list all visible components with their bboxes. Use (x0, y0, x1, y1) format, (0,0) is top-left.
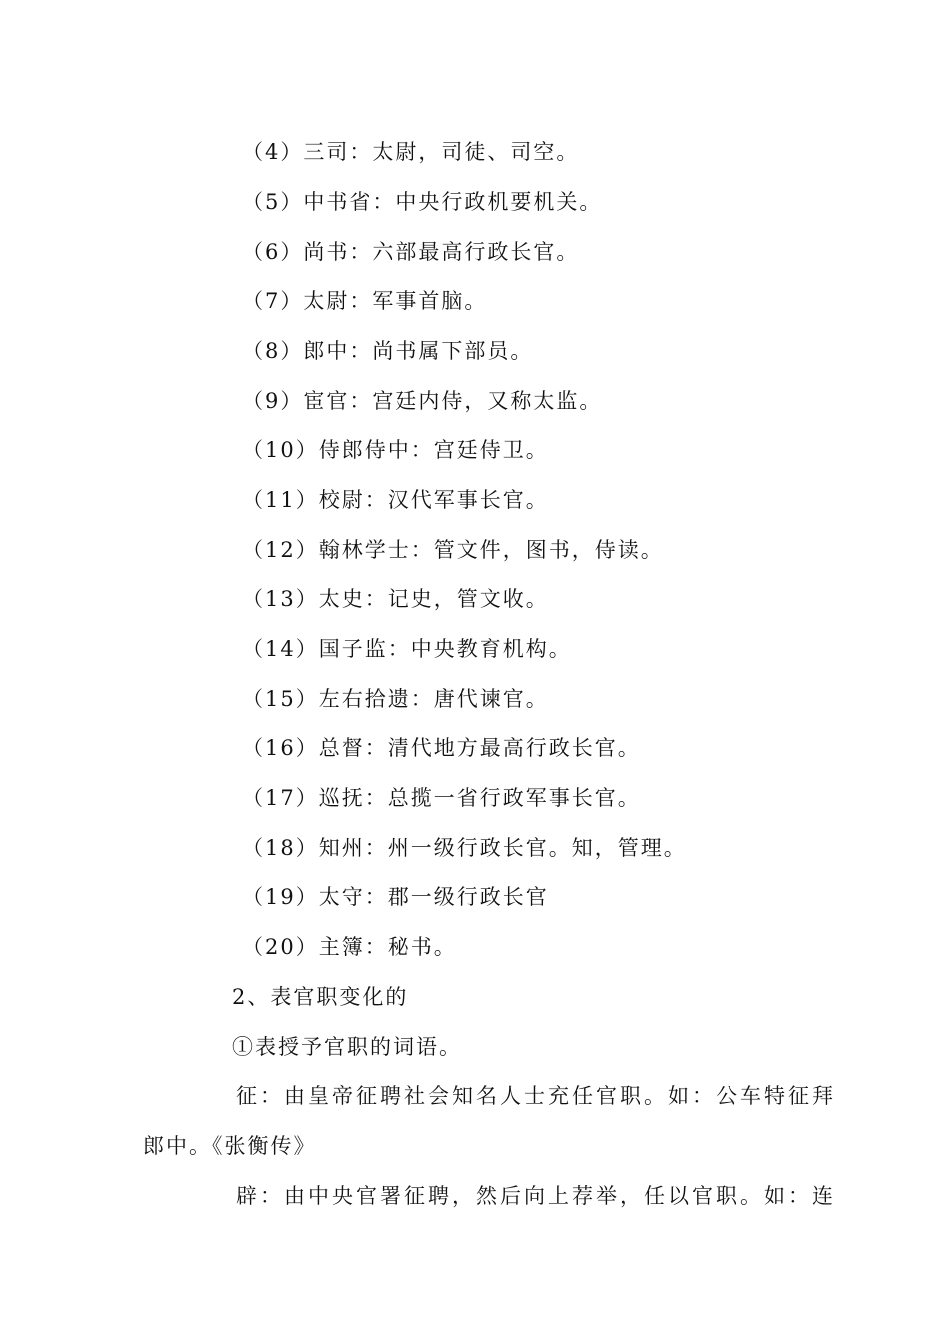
list-item: （14）国子监：中央教育机构。 (242, 637, 572, 661)
list-item: （12）翰林学士：管文件，图书，侍读。 (242, 538, 664, 562)
list-item: （19）太守：郡一级行政长官 (242, 885, 549, 909)
list-item: （4）三司：太尉，司徒、司空。 (242, 140, 580, 164)
list-item: （6）尚书：六部最高行政长官。 (242, 240, 580, 264)
list-item: （10）侍郎侍中：宫廷侍卫。 (242, 438, 549, 462)
paragraph-zheng-line-2: 郎中。《张衡传》 (143, 1134, 317, 1158)
list-item: （8）郎中：尚书属下部员。 (242, 339, 534, 363)
list-item: （7）太尉：军事首脑。 (242, 289, 488, 313)
list-item: （18）知州：州一级行政长官。知，管理。 (242, 836, 687, 860)
list-item: （9）宦官：宫廷内侍，又称太监。 (242, 389, 603, 413)
paragraph-zheng-line-1: 征：由皇帝征聘社会知名人士充任官职。如：公车特征拜 (236, 1084, 836, 1108)
list-item: （11）校尉：汉代军事长官。 (242, 488, 549, 512)
list-item: （5）中书省：中央行政机要机关。 (242, 190, 603, 214)
subsection-heading: ①表授予官职的词语。 (232, 1035, 462, 1059)
list-item: （17）巡抚：总揽一省行政军事长官。 (242, 786, 641, 810)
section-heading: 2、表官职变化的 (232, 985, 409, 1009)
list-item: （20）主簿：秘书。 (242, 935, 457, 959)
list-item: （15）左右拾遗：唐代谏官。 (242, 687, 549, 711)
paragraph-pi-line-1: 辟：由中央官署征聘，然后向上荐举，任以官职。如：连 (236, 1184, 836, 1208)
list-item: （13）太史：记史，管文收。 (242, 587, 549, 611)
list-item: （16）总督：清代地方最高行政长官。 (242, 736, 641, 760)
